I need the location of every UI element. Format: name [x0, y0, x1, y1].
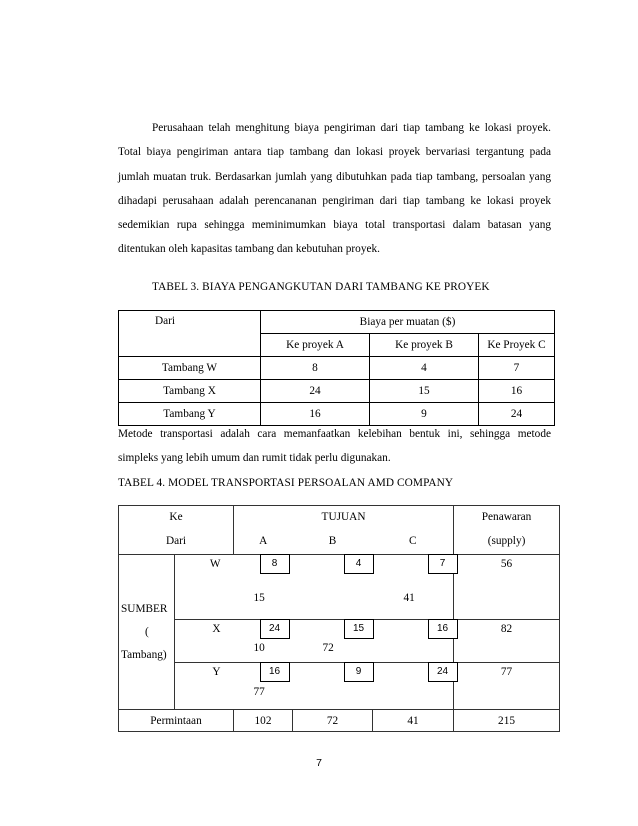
method-paragraph: Metode transportasi adalah cara memanfaatkan kelebihan bentuk ini, sehingga metode simpleks yang lebih umum dan rumit tidak perlu digunakan. — [118, 428, 551, 464]
sumber-paren: ( — [145, 625, 149, 638]
alloc-value: 72 — [322, 642, 334, 654]
cost-box: 7 — [428, 554, 458, 574]
cell-w-a — [234, 555, 293, 620]
cost-box: 4 — [344, 554, 374, 574]
cost-cell: 24 — [479, 403, 555, 426]
row-label: Tambang W — [119, 357, 261, 380]
table-row — [119, 555, 560, 620]
cost-table — [118, 310, 555, 426]
cost-cell: 4 — [370, 357, 479, 380]
cost-box: 16 — [428, 619, 458, 639]
cost-box: 24 — [260, 619, 290, 639]
cell-y-b — [293, 663, 373, 710]
table3-header-dari: Dari — [119, 311, 261, 357]
col-header-b: B — [293, 528, 373, 555]
alloc-value: 77 — [253, 686, 265, 698]
table3-subheader: Ke Proyek C — [479, 334, 555, 357]
cost-cell: 24 — [261, 380, 370, 403]
table3-subheader: Ke proyek B — [370, 334, 479, 357]
cell-x-c — [373, 620, 454, 663]
permintaan-label: Permintaan — [119, 710, 234, 732]
cost-cell: 7 — [479, 357, 555, 380]
table-row — [119, 380, 555, 403]
sumber-text: SUMBER — [121, 602, 168, 615]
cell-x-b — [293, 620, 373, 663]
row-label: Tambang X — [119, 380, 261, 403]
cost-cell: 9 — [370, 403, 479, 426]
cost-cell: 8 — [261, 357, 370, 380]
supply-cell: 77 — [454, 663, 560, 710]
cost-box: 8 — [260, 554, 290, 574]
table3-title: TABEL 3. BIAYA PENGANGKUTAN DARI TAMBANG KE PROYEK — [152, 281, 490, 293]
demand-cell: 102 — [234, 710, 293, 732]
table-row — [119, 663, 560, 710]
row-label-y: Y — [175, 663, 234, 710]
header-tujuan: TUJUAN — [234, 506, 454, 528]
alloc-value: 10 — [253, 642, 265, 654]
header-penawaran: Penawaran — [454, 506, 560, 528]
header-supply: (supply) — [454, 528, 560, 555]
table-row — [119, 710, 560, 732]
row-label-x: X — [175, 620, 234, 663]
supply-cell: 56 — [454, 555, 560, 620]
transport-model-table — [118, 505, 560, 732]
table3-header-biaya: Biaya per muatan ($) — [261, 311, 555, 334]
header-dari: Dari — [119, 528, 234, 555]
table-row — [119, 357, 555, 380]
table4-title: TABEL 4. MODEL TRANSPORTASI PERSOALAN AMD COMPANY — [118, 477, 454, 489]
header-ke: Ke — [119, 506, 234, 528]
cost-box: 15 — [344, 619, 374, 639]
cell-x-a — [234, 620, 293, 663]
page-number: 7 — [316, 757, 322, 769]
col-header-c: C — [373, 528, 454, 555]
row-label: Tambang Y — [119, 403, 261, 426]
cell-w-c — [373, 555, 454, 620]
cost-cell: 15 — [370, 380, 479, 403]
demand-cell: 41 — [373, 710, 454, 732]
table-row — [119, 620, 560, 663]
cell-y-a — [234, 663, 293, 710]
cell-w-b — [293, 555, 373, 620]
alloc-value: 41 — [403, 592, 415, 604]
cell-y-c — [373, 663, 454, 710]
row-label-w: W — [175, 555, 234, 620]
supply-cell: 82 — [454, 620, 560, 663]
cost-box: 16 — [260, 662, 290, 682]
total-cell: 215 — [454, 710, 560, 732]
sumber-tambang: Tambang) — [121, 648, 167, 661]
alloc-value: 15 — [253, 592, 265, 604]
intro-paragraph: Perusahaan telah menghitung biaya pengiriman dari tiap tambang ke lokasi proyek. Total biaya pengiriman antara tiap tambang dan lokasi proyek bervariasi tergantung pada jumlah muatan truk. Berdasarkan jumlah yang dibutuhkan pada tiap tambang, persoalan yang dihadapi perusahaan adalah perencananan pengiriman dari tiap tambang ke lokasi proyek sedemikian rupa sehingga meminimumkan biaya total transportasi dalam batasan yang ditentukan oleh kapasitas tambang dan kebutuhan proyek. — [118, 122, 551, 256]
demand-cell: 72 — [293, 710, 373, 732]
cost-cell: 16 — [261, 403, 370, 426]
table3-subheader: Ke proyek A — [261, 334, 370, 357]
cost-box: 9 — [344, 662, 374, 682]
cost-cell: 16 — [479, 380, 555, 403]
col-header-a: A — [234, 528, 293, 555]
sumber-label — [119, 555, 175, 710]
cost-box: 24 — [428, 662, 458, 682]
